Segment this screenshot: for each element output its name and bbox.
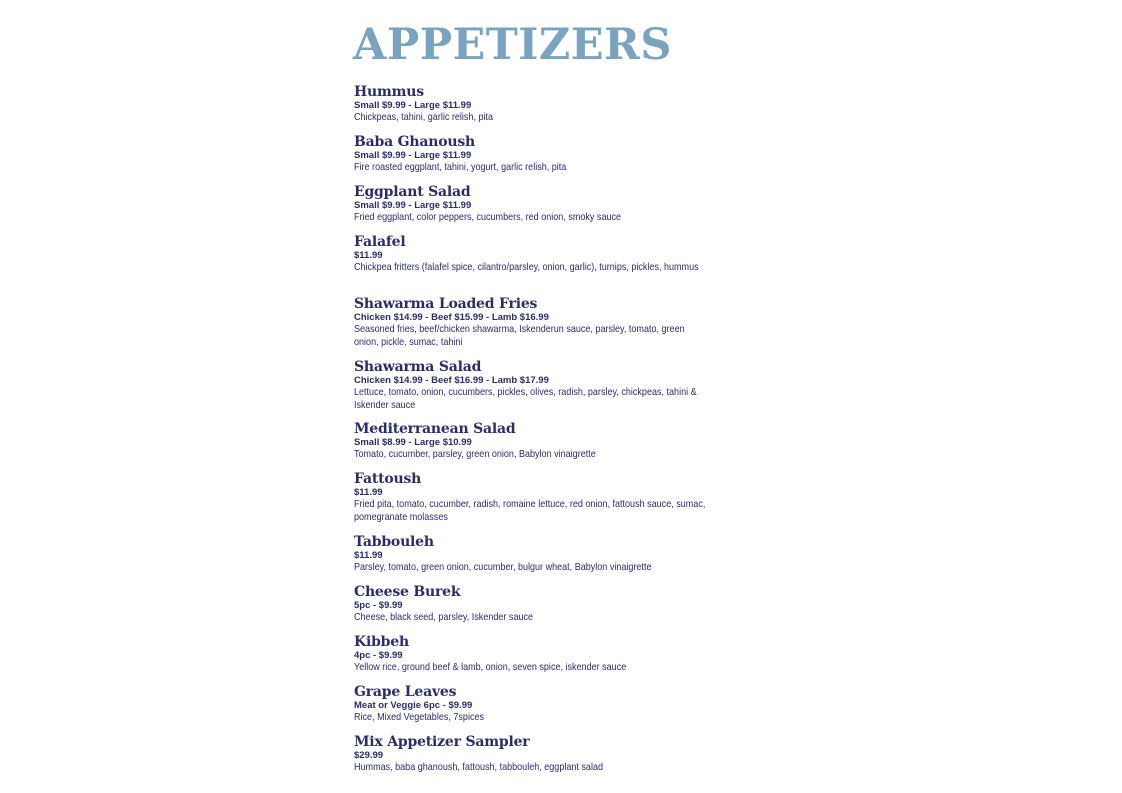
item-name: Cheese Burek [354,584,461,600]
item-name: Grape Leaves [354,684,457,700]
item-price: Small $9.99 - Large $11.99 [354,100,472,111]
item-price: Meat or Veggie 6pc - $9.99 [354,700,473,711]
item-price: Small $9.99 - Large $11.99 [354,200,472,211]
item-description: Lettuce, tomato, onion, cucumbers, pickles, olives, radish, parsley, chickpeas, tahini & Iskender sauce [354,386,697,411]
menu-item-baba-ghanoush [354,135,724,174]
menu-item-grape-leaves [354,685,724,724]
item-description: Parsley, tomato, green onion, cucumber, bulgur wheat, Babylon vinaigrette [354,561,652,573]
item-price: Chicken $14.99 - Beef $15.99 - Lamb $16.99 [354,312,549,323]
item-name: Eggplant Salad [354,184,471,200]
item-description: Fire roasted eggplant, tahini, yogurt, garlic relish, pita [354,161,567,173]
menu-item-shawarma-loaded-fries [354,297,724,348]
menu-item-hummus [354,85,724,124]
menu-item-tabbouleh [354,535,724,574]
item-name: Kibbeh [354,634,409,650]
item-name: Baba Ghanoush [354,134,476,150]
item-name: Shawarma Loaded Fries [354,296,538,312]
item-name: Mediterranean Salad [354,421,516,437]
item-description: Chickpeas, tahini, garlic relish, pita [354,111,494,123]
item-price: Small $9.99 - Large $11.99 [354,150,472,161]
menu-item-mix-appetizer-sampler [354,735,724,774]
menu-item-shawarma-salad [354,360,724,411]
item-price: $11.99 [354,250,383,261]
item-description: Seasoned fries, beef/chicken shawarma, Iskenderun sauce, parsley, tomato, green onion, pickle, sumac, tahini [354,323,685,348]
item-price: 4pc - $9.99 [354,650,403,661]
item-description: Chickpea fritters (falafel spice, cilantro/parsley, onion, garlic), turnips, pickles, hummus [354,261,699,273]
item-price: Chicken $14.99 - Beef $16.99 - Lamb $17.99 [354,375,549,386]
item-price: $11.99 [354,550,383,561]
item-description: Fried pita, tomato, cucumber, radish, romaine lettuce, red onion, fattoush sauce, sumac, pomegranate molasses [354,498,706,523]
item-price: 5pc - $9.99 [354,600,403,611]
menu-item-falafel [354,235,724,274]
item-name: Hummus [354,84,424,100]
item-price: $11.99 [354,487,383,498]
item-name: Mix Appetizer Sampler [354,734,530,750]
item-price: $29.99 [354,750,384,761]
menu-item-mediterranean-salad [354,422,724,461]
menu-item-kibbeh [354,635,724,674]
item-description: Hummas, baba ghanoush, fattoush, tabbouleh, eggplant salad [354,761,604,773]
menu-title: APPETIZERS [353,20,672,70]
item-name: Falafel [354,234,406,250]
item-name: Tabbouleh [354,534,434,550]
menu-item-eggplant-salad [354,185,724,224]
item-name: Shawarma Salad [354,359,482,375]
item-name: Fattoush [354,471,422,487]
item-description: Tomato, cucumber, parsley, green onion, Babylon vinaigrette [354,448,596,460]
item-description: Yellow rice, ground beef & lamb, onion, seven spice, iskender sauce [354,661,627,673]
item-description: Rice, Mixed Vegetables, 7spices [354,711,485,723]
item-description: Cheese, black seed, parsley, Iskender sauce [354,611,534,623]
item-description: Fried eggplant, color peppers, cucumbers, red onion, smoky sauce [354,211,622,223]
item-price: Small $8.99 - Large $10.99 [354,437,472,448]
menu-item-fattoush [354,472,724,523]
menu-item-cheese-burek [354,585,724,624]
